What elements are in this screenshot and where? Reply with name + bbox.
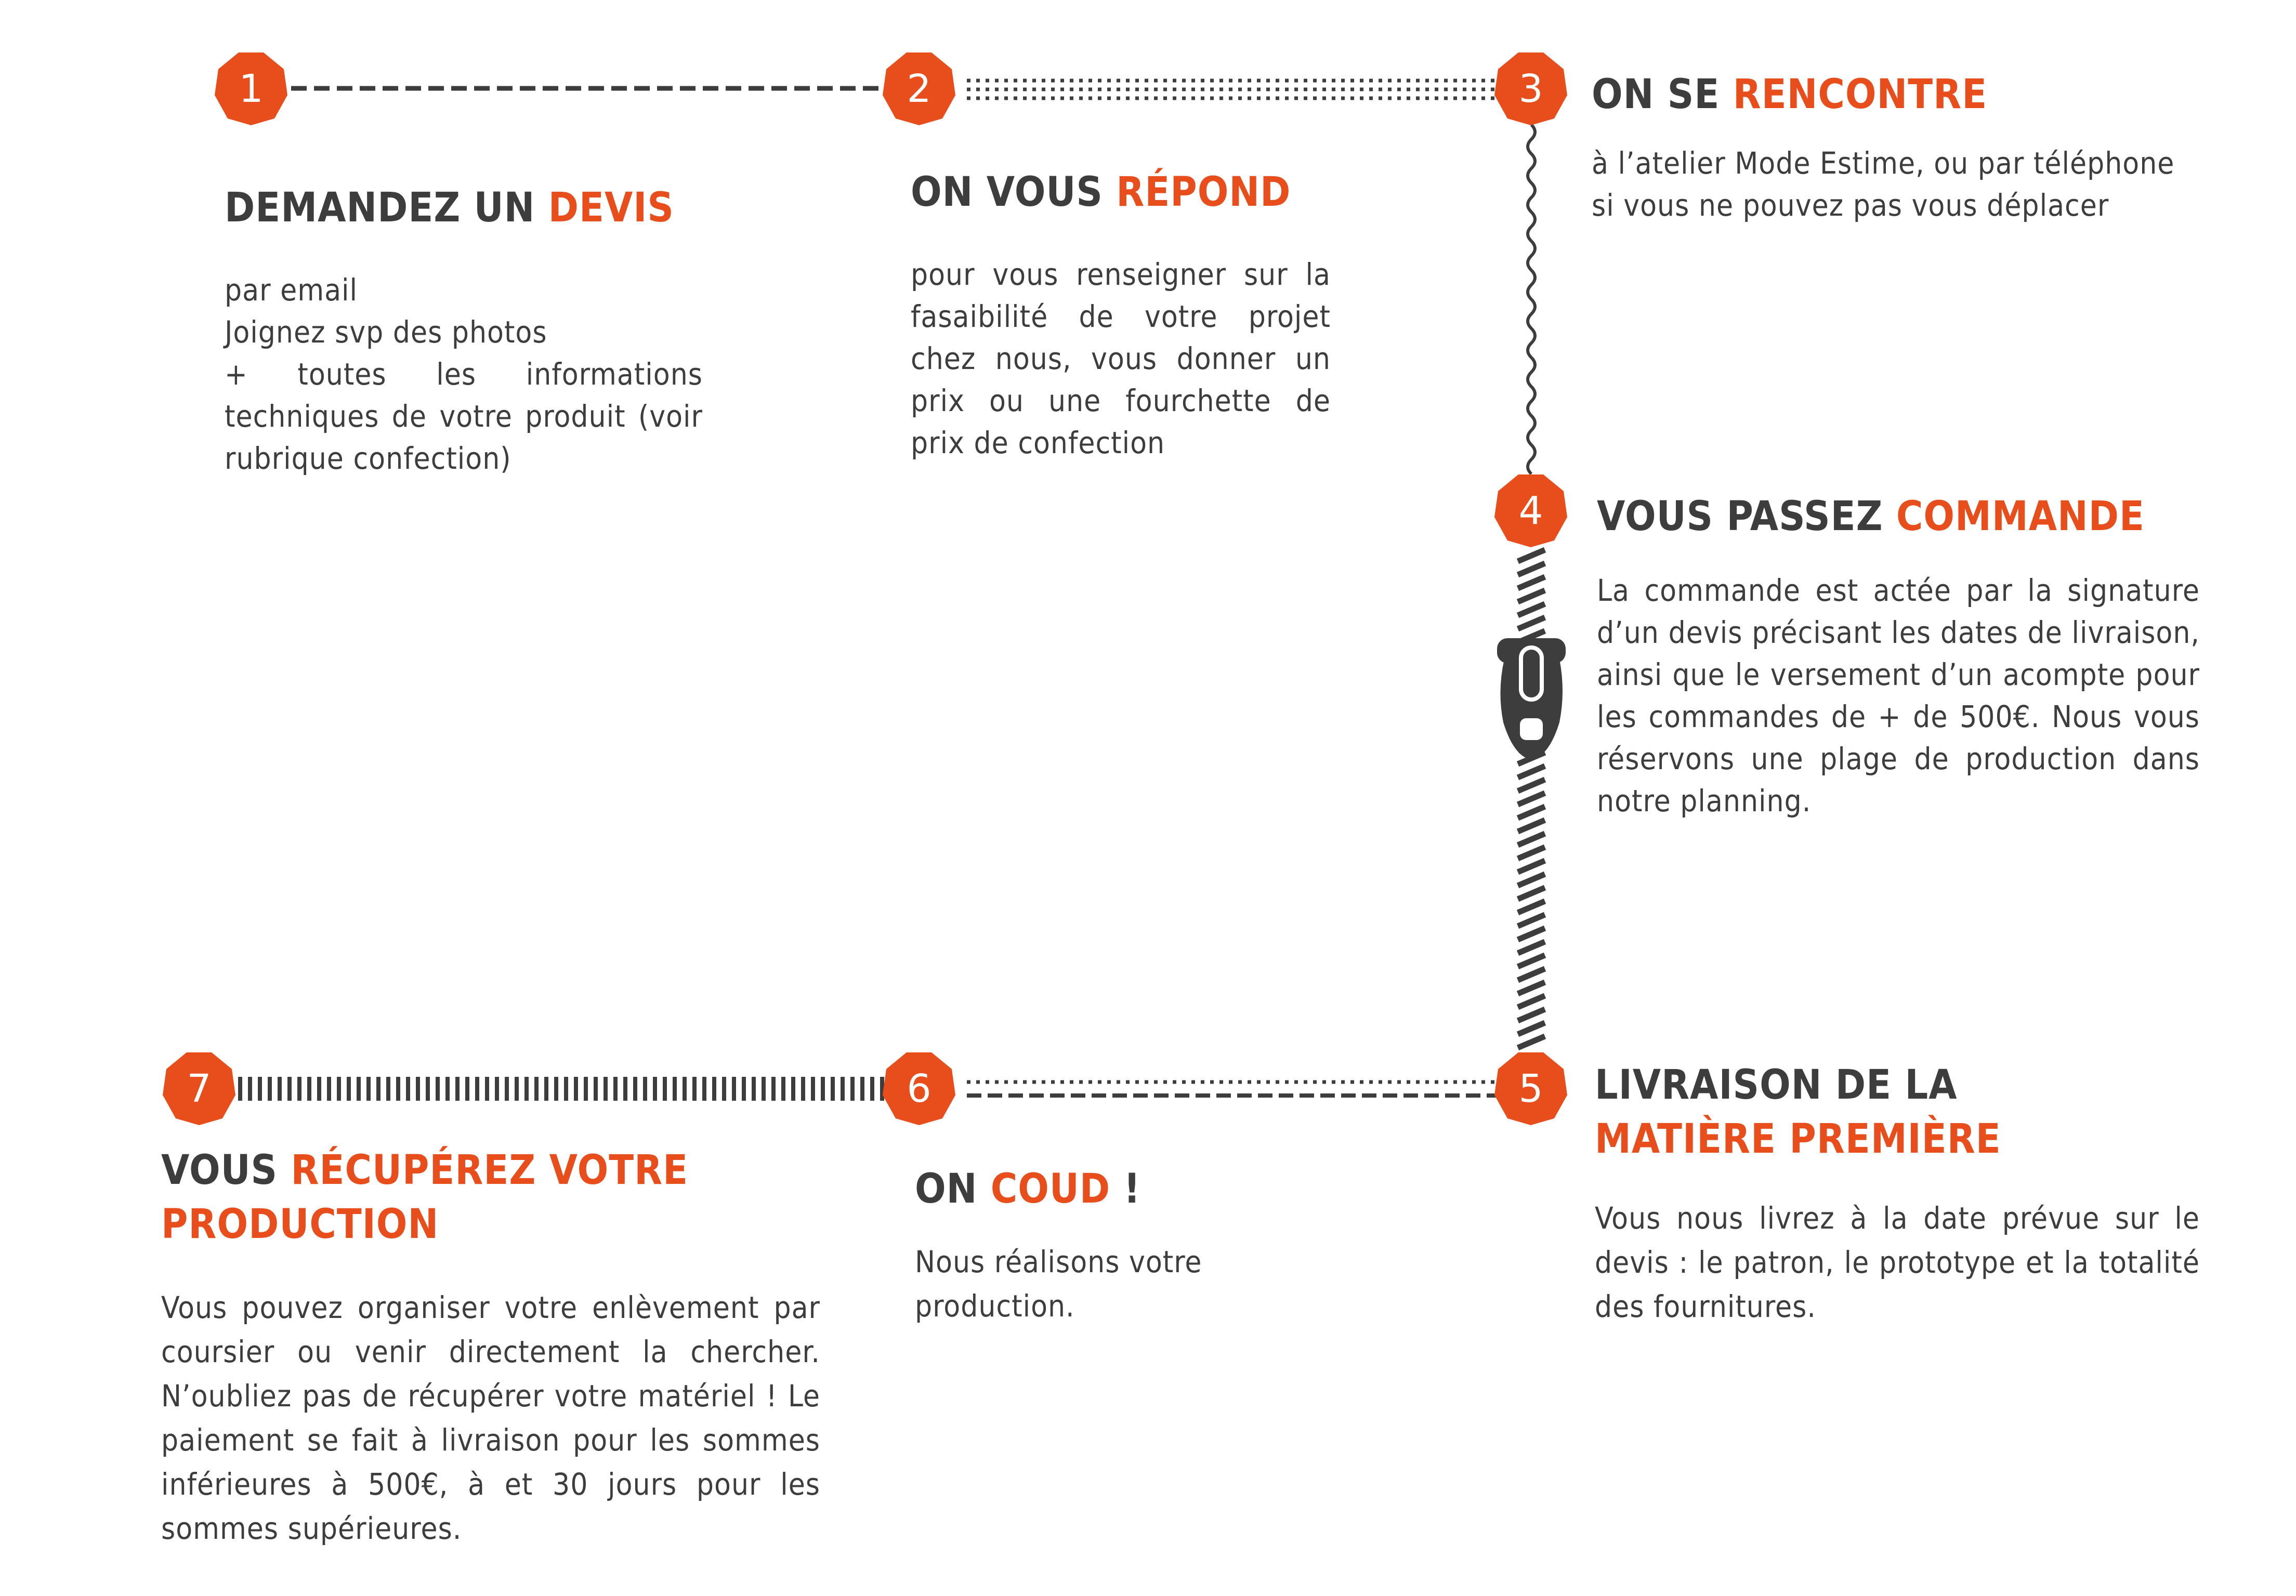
step-3-title: ON SE RENCONTRE xyxy=(1592,71,1988,118)
connector-5-6 xyxy=(967,1082,1497,1096)
step-7-badge xyxy=(161,1051,237,1127)
zipper-slider-icon xyxy=(1497,638,1566,760)
step-6-title: ON COUD ! xyxy=(915,1166,1141,1212)
step-5-title: LIVRAISON DE LA MATIÈRE PREMIÈRE xyxy=(1595,1062,2001,1163)
step-5-badge xyxy=(1493,1051,1569,1127)
step-5-paragraph: Vous nous livrez à la date prévue sur le devis : le patron, le prototype et la totalité des fournitures. xyxy=(1595,1201,2200,1324)
step-7-paragraph: Vous pouvez organiser votre enlèvement par coursier ou venir directement la chercher. N’oubliez pas de récupérer votre matériel ! Le paiement se fait à livraison pour les sommes inférieures à 500€, à et 30 jours pour les sommes supérieures. xyxy=(161,1290,820,1546)
connector-6-7 xyxy=(240,1077,882,1101)
connector-4-5 xyxy=(1517,546,1546,1050)
step-7-description xyxy=(161,1286,820,1551)
step-4 xyxy=(1597,490,2200,822)
step-5-description xyxy=(1595,1196,2200,1329)
step-2-description xyxy=(911,254,1331,464)
step-1-badge xyxy=(213,51,289,127)
step-7-number: 7 xyxy=(187,1066,212,1111)
step-4-title: VOUS PASSEZ COMMANDE xyxy=(1597,493,2145,540)
connector-3-4 xyxy=(1528,125,1535,474)
step-4-number: 4 xyxy=(1518,489,1543,533)
step-2-number: 2 xyxy=(907,67,931,111)
step-1 xyxy=(225,181,703,480)
step-3-line: à l’atelier Mode Estime, ou par téléphone xyxy=(1592,146,2175,181)
step-6-number: 6 xyxy=(907,1066,931,1111)
step-3-number: 3 xyxy=(1518,67,1543,111)
step-3-description xyxy=(1592,142,2215,227)
step-2-paragraph: pour vous renseigner sur la fasaibilité de votre projet chez nous, vous donner un prix ou une fourchette de prix de confection xyxy=(911,257,1331,460)
step-5 xyxy=(1595,1058,2200,1329)
step-4-paragraph: La commande est actée par la signature d’un devis précisant les dates de livraison, ainsi que le versement d’un acompte pour les commandes de + de 500€. Nous vous réservons une plage de production dans notre planning. xyxy=(1597,573,2200,819)
step-6 xyxy=(915,1162,1279,1328)
step-1-paragraph: + toutes les informations techniques de votre produit (voir rubrique confection) xyxy=(225,357,703,476)
step-3 xyxy=(1592,68,2215,227)
step-1-line: Joignez svp des photos xyxy=(225,314,547,350)
step-1-number: 1 xyxy=(239,67,264,111)
step-6-line: production. xyxy=(915,1288,1075,1324)
step-4-description xyxy=(1597,570,2200,822)
step-2-title: ON VOUS RÉPOND xyxy=(911,169,1291,216)
step-1-description xyxy=(225,269,703,480)
step-1-line: par email xyxy=(225,272,358,308)
step-6-description xyxy=(915,1240,1279,1328)
step-6-badge xyxy=(881,1051,957,1127)
step-2 xyxy=(911,165,1331,464)
step-1-title: DEMANDEZ UN DEVIS xyxy=(225,184,674,231)
step-2-badge xyxy=(881,51,957,127)
connector-2-3 xyxy=(967,81,1497,98)
step-6-line: Nous réalisons votre xyxy=(915,1244,1202,1280)
step-3-badge xyxy=(1493,51,1569,127)
step-7 xyxy=(161,1143,820,1551)
step-3-line: si vous ne pouvez pas vous déplacer xyxy=(1592,188,2109,223)
step-7-title: VOUS RÉCUPÉREZ VOTRE PRODUCTION xyxy=(161,1147,689,1248)
step-5-number: 5 xyxy=(1518,1066,1543,1111)
step-4-badge xyxy=(1493,473,1569,549)
